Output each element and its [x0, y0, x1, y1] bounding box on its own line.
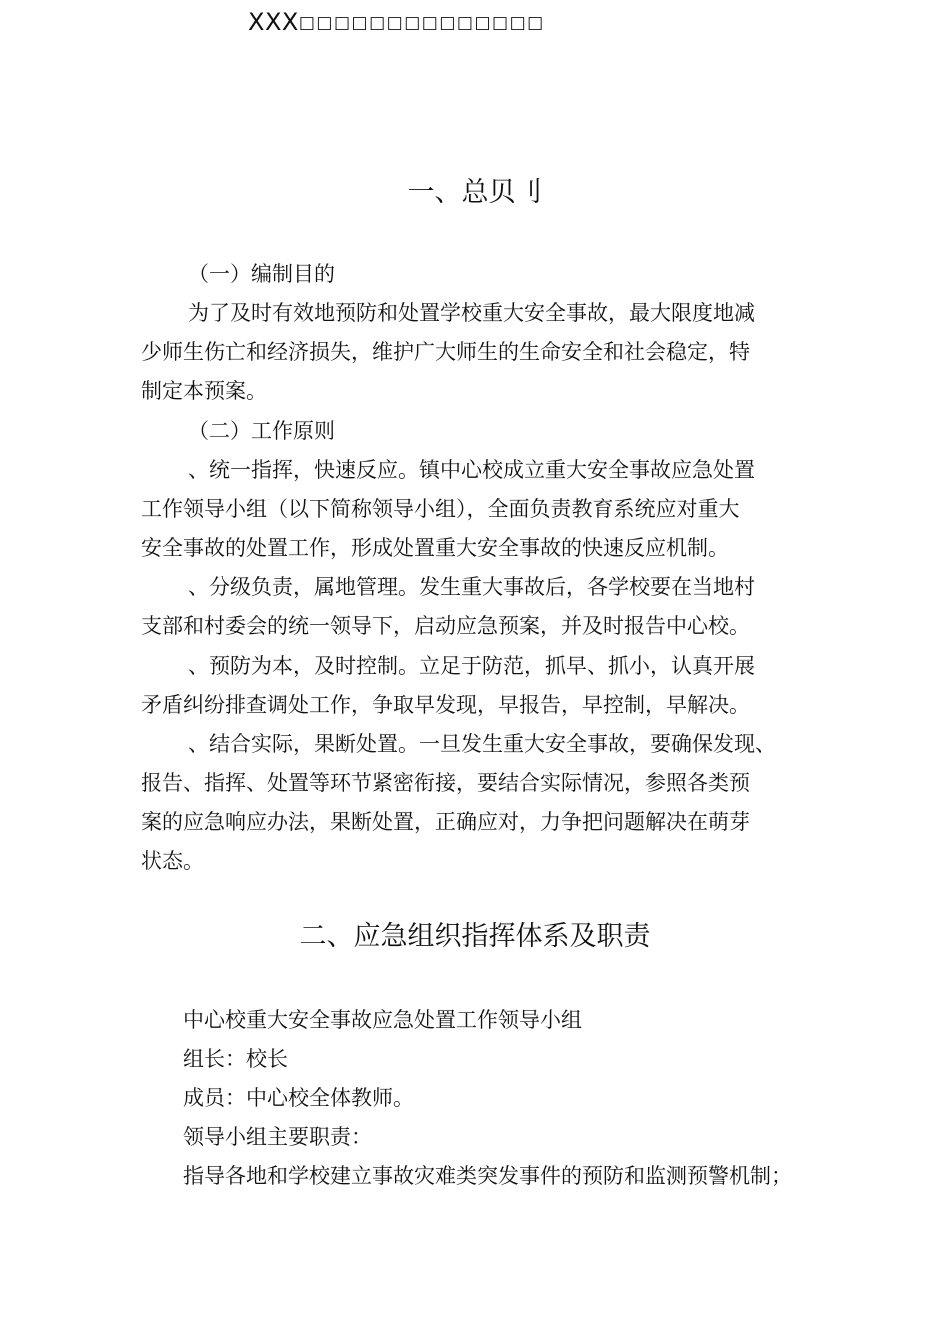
paragraph-line: 状态。	[141, 849, 204, 873]
section-title-general-principles: 一、总贝刂	[407, 177, 543, 208]
paragraph-line: 制定本预案。	[141, 379, 267, 403]
header-prefix: XXX	[248, 8, 299, 36]
paragraph-line: 案的应急响应办法，果断处置，正确应对，力争把问题解决在萌芽	[141, 810, 750, 834]
paragraph-line: 支部和村委会的统一领导下，启动应急预案，并及时报告中心校。	[141, 614, 750, 638]
paragraph-line: 矛盾纠纷排查调处工作，争取早发现，早报告，早控制，早解决。	[141, 693, 750, 717]
paragraph-line: 、统一指挥，快速反应。镇中心校成立重大安全事故应急处置	[188, 458, 755, 482]
section-title-command-system: 二、应急组织指挥体系及职责	[299, 921, 651, 952]
paragraph-line: 报告、指挥、处置等环节紧密衔接，要结合实际情况，参照各类预	[141, 771, 750, 795]
paragraph-line: 、结合实际，果断处置。一旦发生重大安全事故，要确保发现、	[188, 732, 776, 756]
body-line: 成员：中心校全体教师。	[183, 1086, 414, 1110]
paragraph-line: 、分级负责，属地管理。发生重大事故后，各学校要在当地村	[188, 575, 755, 599]
paragraph-line: 、预防为本，及时控制。立足于防范，抓早、抓小，认真开展	[188, 654, 755, 678]
header-placeholder-boxes: □□□□□□□□□□□□□□	[298, 13, 545, 33]
paragraph-line: 安全事故的处置工作，形成处置重大安全事故的快速反应机制。	[141, 536, 729, 560]
document-header	[248, 8, 545, 36]
subheading-principles: （二）工作原则	[188, 419, 335, 443]
body-line: 中心校重大安全事故应急处置工作领导小组	[183, 1008, 582, 1032]
subheading-purpose: （一）编制目的	[188, 262, 335, 286]
body-line: 组长：校长	[183, 1047, 288, 1071]
body-line: 指导各地和学校建立事故灾难类突发事件的预防和监测预警机制；	[183, 1164, 792, 1188]
paragraph-line: 为了及时有效地预防和处置学校重大安全事故，最大限度地减	[188, 301, 755, 325]
paragraph-line: 少师生伤亡和经济损失，维护广大师生的生命安全和社会稳定，特	[141, 340, 750, 364]
body-line: 领导小组主要职责：	[183, 1125, 372, 1149]
paragraph-line: 工作领导小组（以下简称领导小组），全面负责教育系统应对重大	[141, 497, 740, 521]
